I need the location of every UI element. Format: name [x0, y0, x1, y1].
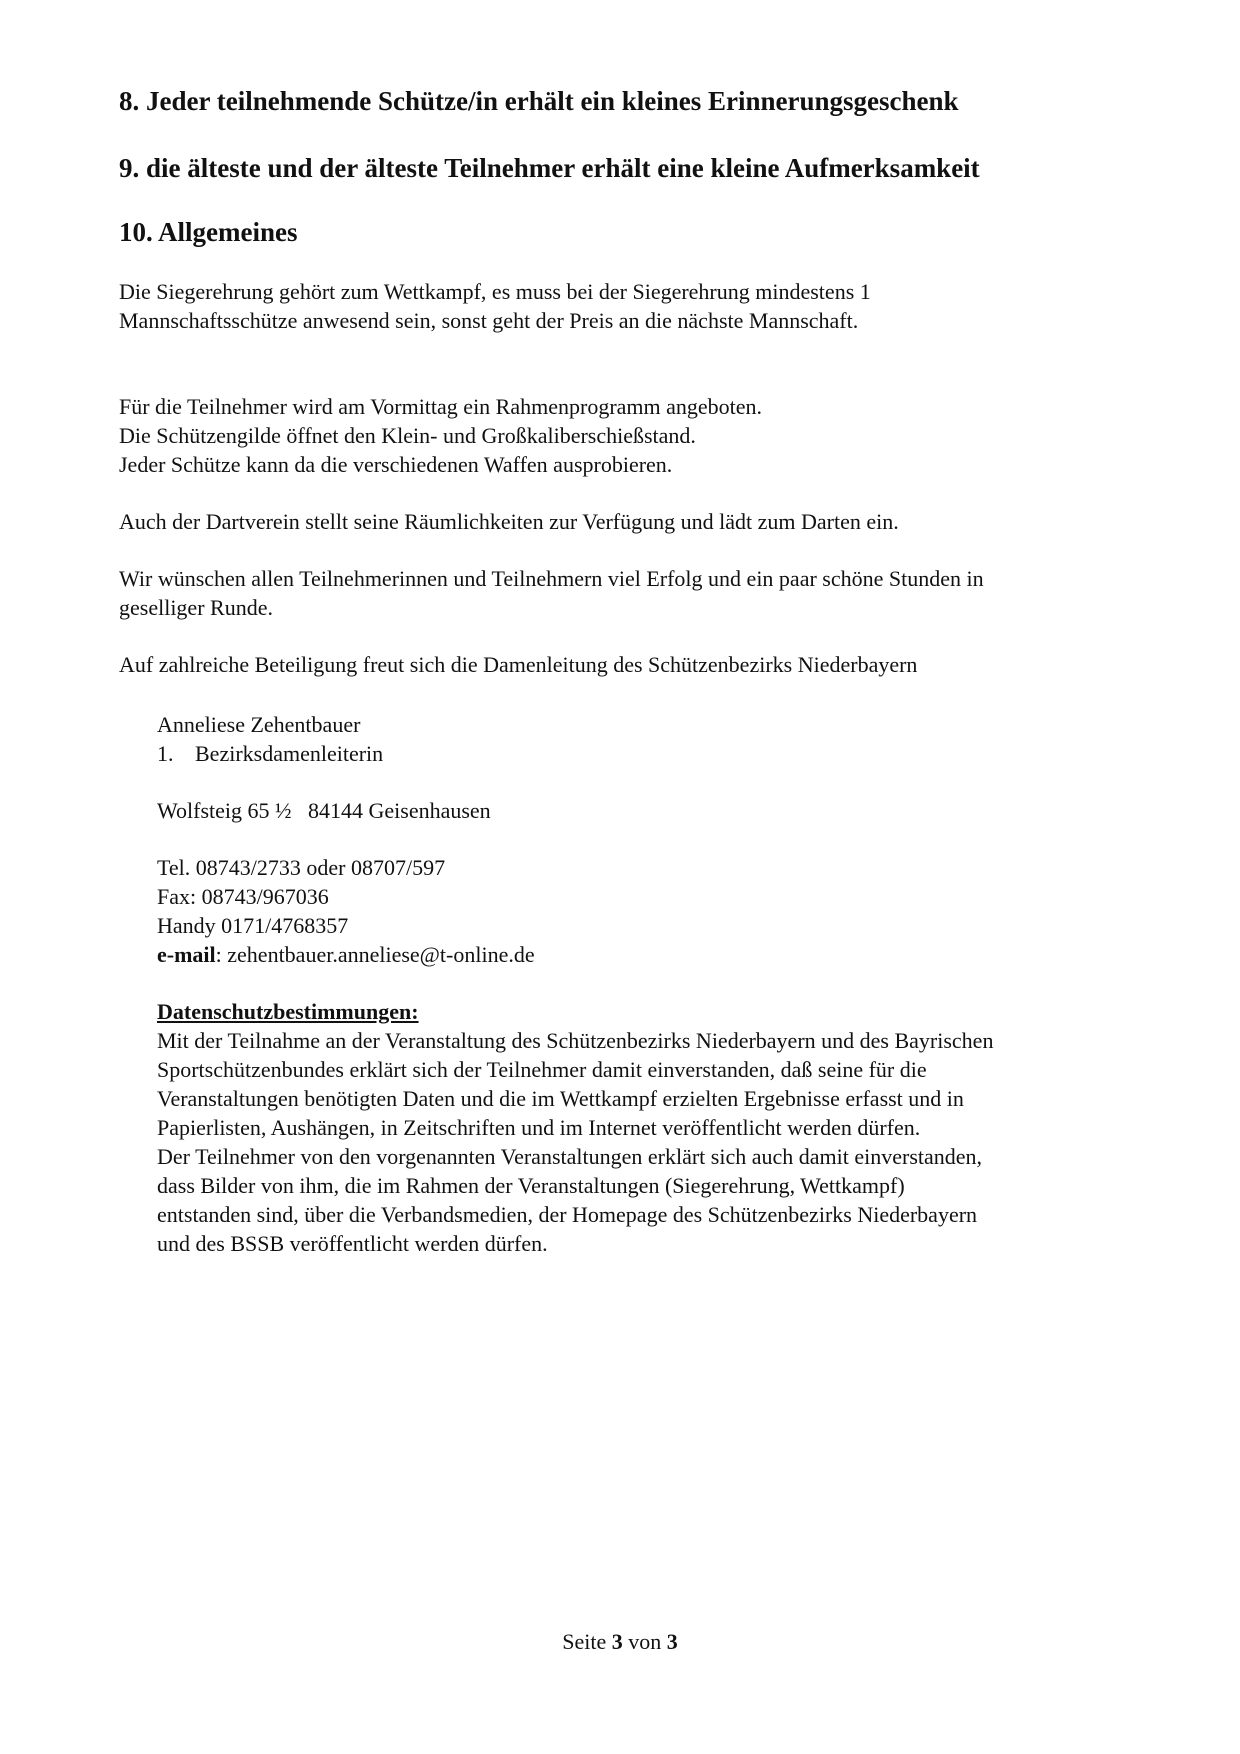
datenschutz-section [157, 997, 993, 1258]
footer-current-page: 3 [611, 1629, 623, 1654]
contact-address: Wolfsteig 65 ½ 84144 Geisenhausen [157, 798, 491, 823]
contact-email [157, 940, 535, 969]
footer-total-pages: 3 [666, 1629, 678, 1654]
email-label: e-mail [157, 942, 216, 967]
contact-fax: Fax: 08743/967036 [157, 884, 329, 909]
contact-name: Anneliese Zehentbauer [157, 712, 361, 737]
text-line: geselliger Runde. [119, 595, 273, 620]
datenschutz-title: Datenschutzbestimmungen: [157, 999, 419, 1024]
paragraph-wuensche [119, 564, 984, 622]
contact-tel: Tel. 08743/2733 oder 08707/597 [157, 855, 446, 880]
page-footer [0, 1627, 1240, 1656]
datenschutz-line: Der Teilnehmer von den vorgenannten Veranstaltungen erklärt sich auch damit einverstanden, [157, 1144, 983, 1169]
text-line: Für die Teilnehmer wird am Vormittag ein Rahmenprogramm angeboten. [119, 394, 763, 419]
footer-prefix: Seite [562, 1629, 607, 1654]
text-line: Wir wünschen allen Teilnehmerinnen und Teilnehmern viel Erfolg und ein paar schöne Stunden in [119, 566, 984, 591]
contact-role [157, 739, 383, 768]
datenschutz-line: Sportschützenbundes erklärt sich der Teilnehmer damit einverstanden, daß seine für die [157, 1057, 927, 1082]
contact-handy: Handy 0171/4768357 [157, 913, 349, 938]
footer-middle: von [628, 1629, 662, 1654]
datenschutz-line: dass Bilder von ihm, die im Rahmen der Veranstaltungen (Siegerehrung, Wettkampf) [157, 1173, 905, 1198]
contact-numbers [157, 853, 535, 969]
heading-9: 9. die älteste und der älteste Teilnehmer erhält eine kleine Aufmerksamkeit [119, 153, 980, 183]
datenschutz-line: entstanden sind, über die Verbandsmedien, der Homepage des Schützenbezirks Niederbayern [157, 1202, 978, 1227]
text-line: Mannschaftsschütze anwesend sein, sonst geht der Preis an die nächste Mannschaft. [119, 308, 859, 333]
text-line: Die Schützengilde öffnet den Klein- und Großkaliberschießstand. [119, 423, 696, 448]
paragraph-dartverein: Auch der Dartverein stellt seine Räumlichkeiten zur Verfügung und lädt zum Darten ein. [119, 509, 899, 534]
contact-block [157, 710, 383, 768]
datenschutz-line: und des BSSB veröffentlicht werden dürfen. [157, 1231, 548, 1256]
heading-8: 8. Jeder teilnehmende Schütze/in erhält ein kleines Erinnerungsgeschenk [119, 86, 959, 116]
text-line: Die Siegerehrung gehört zum Wettkampf, es muss bei der Siegerehrung mindestens 1 [119, 279, 871, 304]
contact-role-text: Bezirksdamenleiterin [195, 741, 384, 766]
datenschutz-line: Mit der Teilnahme an der Veranstaltung des Schützenbezirks Niederbayern und des Bayrischen [157, 1028, 994, 1053]
paragraph-beteiligung: Auf zahlreiche Beteiligung freut sich die Damenleitung des Schützenbezirks Niederbayern [119, 652, 918, 677]
email-value: : zehentbauer.anneliese@t-online.de [215, 942, 535, 967]
heading-10: 10. Allgemeines [119, 217, 298, 247]
text-line: Jeder Schütze kann da die verschiedenen Waffen ausprobieren. [119, 452, 673, 477]
paragraph-siegerehrung [119, 277, 871, 335]
contact-role-number: 1. [157, 741, 174, 766]
paragraph-rahmenprogramm [119, 392, 762, 479]
datenschutz-line: Papierlisten, Aushängen, in Zeitschriften und im Internet veröffentlicht werden dürfen. [157, 1115, 921, 1140]
datenschutz-line: Veranstaltungen benötigten Daten und die im Wettkampf erzielten Ergebnisse erfasst und in [157, 1086, 964, 1111]
